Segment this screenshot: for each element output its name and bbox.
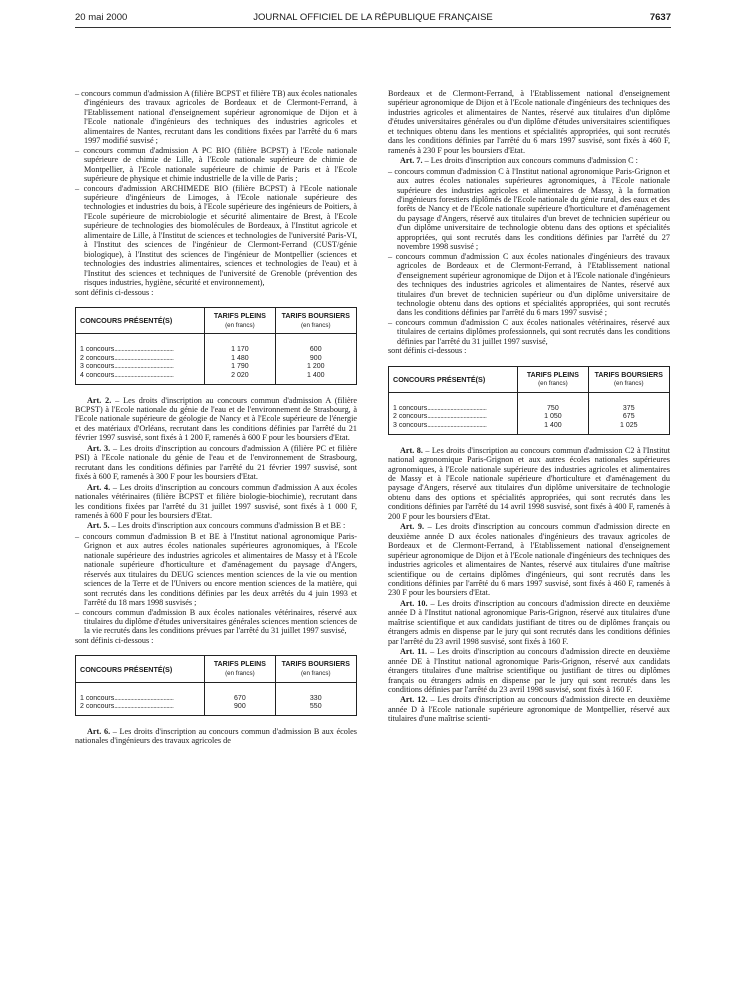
fee-table-1 [75,307,357,385]
article-5: Art. 5. – Les droits d'inscription aux concours communs d'admission B et BE : [87,521,346,531]
header-rule [75,27,671,28]
table-header-full: TARIFS PLEINS (en francs) [205,307,275,333]
article-7: Art. 7. – Les droits d'inscription aux concours communs d'admission C : [400,156,638,166]
defined-line: sont définis ci-dessous : [75,635,154,645]
table-header-concours: CONCOURS PRÉSENTÉ(S) [389,366,518,392]
table-header-grant: TARIFS BOURSIERS (en francs) [275,656,357,682]
list-item: – concours commun d'admission C à l'Institut national agronomique Paris-Grignon et aux autres écoles nationales supérieures agronomiques, à l'Ecole nationale supérieure des industries agricoles et alimentaires de Massy, à la formation d'ingénieurs forestiers diplômés de l'Ecole nationale du génie rural, des eaux et des forêts de Nancy et de l'Ecole nationale supérieure d'horticulture et d'aménagement du paysage d'Angers, réservé aux titulaires d'un brevet de technicien supérieur ou d'un diplôme universitaire de technologie obtenu dans des options et spécialités appropriées, qui sont recrutés dans les conditions définies par l'arrêté du 27 novembre 1998 susvisé ; [388,166,670,252]
page-header [75,12,671,26]
table-header-grant: TARIFS BOURSIERS (en francs) [588,366,670,392]
journal-title: JOURNAL OFFICIEL DE LA RÉPUBLIQUE FRANÇAISE [253,12,493,23]
list-item: – concours commun d'admission C aux écoles nationales d'ingénieurs des travaux agricoles de Bordeaux et de Clermont-Ferrand, à l'Etablissement national d'enseignement supérieur agronomique de Dijon et à l'Ecole nationale d'ingénieurs des techniques des industries agricoles et alimentaires de Nantes, réservé aux titulaires d'un brevet de technicien supérieur ou d'un diplôme universitaire de technologie obtenu dans des options et spécialités appropriées, qui sont recrutés dans les conditions définies par l'arrêté du 6 mars 1997 susvisé ; [388,251,670,318]
article-12: Art. 12. – Les droits d'inscription au concours d'admission directe en deuxième année D à l'Ecole nationale supérieure agronomique de Montpellier, réservé aux titulaires d'une maîtrise scienti- [388,695,670,724]
fee-table-3 [388,366,670,435]
article-6-continued: Bordeaux et de Clermont-Ferrand, à l'Etablissement national d'enseignement supérieur agronomique de Dijon et à l'Ecole nationale d'ingénieurs des techniques des industries agricoles et alimentaires de Nantes, réservé aux titulaires d'un diplôme d'études universitaires générales ou d'un diplôme d'études universitaires scientifiques et techniques obtenu dans les mentions et spécialités appropriées, qui sont recrutés dans les conditions définies par l'arrêté du 6 mars 1997 susvisé, sont fixés à 460 F, ramenés à 230 F pour les boursiers d'Etat. [388,89,670,155]
list-item: – concours commun d'admission A PC BIO (filière BCPST) à l'Ecole nationale supérieure de chimie de Lille, à l'Ecole nationale supérieure de chimie de Montpellier, à l'Ecole nationale supérieure de chimie de Paris et à l'Ecole supérieure de physique et chimie industrielle de la ville de Paris ; [75,145,357,184]
article-10: Art. 10. – Les droits d'inscription au concours d'admission directe en deuxième année D à l'Institut national agronomique Paris-Grignon, réservé aux titulaires d'une maîtrise scientifique et aux candidats justifiant de titres ou de diplômes français ou étrangers admis en dispense par le jury qui sont recrutés dans les conditions définies par l'arrêté du 23 avril 1998 susvisé, sont fixés à 160 F. [388,598,670,646]
list-item: – concours commun d'admission C aux écoles nationales vétérinaires, réservé aux titulaires de certains diplômes professionnels, qui sont recrutés dans les conditions définies par l'arrêté du 31 juillet 1997 susvisé, [388,317,670,346]
defined-line: sont définis ci-dessous : [388,346,467,356]
list-item: – concours commun d'admission B et BE à l'Institut national agronomique Paris-Grignon et aux autres écoles nationales supérieures agronomiques, à l'Ecole nationale supérieure des industries agricoles et alimentaires de Massy et à l'Ecole nationale supérieure d'horticulture et d'aménagement du paysage d'Angers, réservés aux titulaires du DEUG sciences mention sciences de la vie ou mention sciences de la Terre et de l'Univers ou encore mention sciences de la matière, qui sont recrutés dans les conditions définies par les deux arrêtés du 4 juin 1993 et l'arrêté du 18 mars 1998 susvisés ; [75,531,357,608]
table-row: 3 concours......................................... 1 790 1 200 [76,363,357,372]
table-row: 1 concours......................................... 750 375 [389,405,670,414]
list-item: – concours d'admission ARCHIMEDE BIO (filière BCPST) à l'Ecole nationale supérieure d'ingénieurs de Limoges, à l'Ecole nationale supérieure des technologies et industries du bois, à l'Ecole supérieure des ingénieurs de Poitiers, à l'Ecole supérieure de microbiologie et sécurité alimentaire de Brest, à l'Ecole supérieure de technologies des biomolécules de Bordeaux, à l'Institut agricole et alimentaire de Lille, à l'Institut de sciences et technologies de l'université Paris-VI, à l'Institut des sciences de l'ingénieur de Clermont-Ferrand (CUST/génie biologique), à l'Institut des sciences de l'ingénieur de Montpellier (sciences et technologies des industries alimentaires, sciences et technologies de l'eau) et à l'Institut des sciences et techniques de l'université de Grenoble (prévention des risques industries, hygiène, sécurité et environnement), [75,183,357,288]
article-6: Art. 6. – Les droits d'inscription au concours commun d'admission B aux écoles nationales d'ingénieurs des travaux agricoles de [75,726,357,746]
issue-date: 20 mai 2000 [75,12,128,23]
fee-table-2 [75,655,357,715]
table-row: 4 concours......................................... 2 020 1 400 [76,372,357,384]
table-row: 1 concours......................................... 670 330 [76,695,357,704]
table-row: 2 concours......................................... 1 050 675 [389,413,670,422]
article-4: Art. 4. – Les droits d'inscription au concours commun d'admission A aux écoles nationales vétérinaires (filière BCPST et filière biologie-biochimie), recrutant dans les conditions fixées par l'arrêté du 31 juillet 1997 susvisé, sont fixés à 1 000 F, ramenés à 600 F pour les boursiers d'Etat. [75,482,358,520]
article-9: Art. 9. – Les droits d'inscription au concours commun d'admission directe en deuxième année D aux écoles nationales d'ingénieurs des travaux agricoles de Bordeaux et de Clermont-Ferrand, à l'Etablissement national d'enseignement supérieur agronomique de Dijon et à l'Ecole nationale d'ingénieurs des techniques des industries agricoles et alimentaires de Nantes, réservé aux titulaires d'une maîtrise scientifique ou de certains diplômes d'ingénieurs, qui sont recrutés dans les conditions définies par l'arrêté du 6 mars 1997 susvisé, sont fixés à 460 F, ramenés à 230 F pour les boursiers d'Etat. [388,522,670,598]
right-column [388,89,670,725]
list-item: – concours commun d'admission B aux écoles nationales vétérinaires, réservé aux titulaires du diplôme d'études universitaires générales sciences mention sciences de la vie recrutés dans les conditions prévues par l'arrêté du 31 juillet 1997 susvisé, [75,607,357,636]
article-11: Art. 11. – Les droits d'inscription au concours d'admission directe en deuxième année DE à l'Institut national agronomique Paris-Grignon, réservé aux candidats étrangers titulaires d'une maîtrise scientifique ou justifiant de titres ou diplômes français ou étrangers admis en dispense par le jury qui sont recrutés dans les conditions définies par l'arrêté du 23 avril 1998 susvisé, sont fixés à 160 F. [388,647,670,694]
article-8: Art. 8. – Les droits d'inscription au concours commun d'admission C2 à l'Institut national agronomique Paris-Grignon et aux autres écoles nationales supérieures agronomiques, à l'Ecole nationale supérieure des industries agricoles et alimentaires de Massy et à l'Ecole nationale supérieure d'horticulture et d'aménagement du paysage d'Angers, réservé aux titulaires d'un diplôme universitaire de technologie obtenu dans des options et spécialités appropriées, qui sont recrutés dans les conditions définies par l'arrêté du 14 avril 1998 susvisé, sont fixés à 400 F, ramenés à 200 F pour les boursiers d'Etat. [388,445,670,521]
article-3: Art. 3. – Les droits d'inscription au concours d'admission A (filière PC et filière PSI) à l'Ecole nationale du génie de l'eau et de l'environnement de Strasbourg, recrutant dans les conditions définies par l'arrêté du 21 février 1997 susvisé, sont fixés à 600 F, ramenés à 300 F pour les boursiers d'Etat. [75,443,357,482]
table-row: 1 concours......................................... 1 170 600 [76,346,357,355]
table-row: 2 concours......................................... 1 480 900 [76,355,357,364]
page-number: 7637 [649,12,671,23]
article-2: Art. 2. – Les droits d'inscription au concours commun d'admission A (filière BCPST) à l'Ecole nationale du génie de l'eau et de l'environnement de Strasbourg, à l'Ecole nationale supérieure de géologie de Nancy et à l'Ecole supérieure de l'énergie et des matériaux d'Orléans, recrutant dans les conditions définies par l'arrêté du 21 février 1997 susvisé, sont fixés à 1 200 F, ramenés à 600 F pour les boursiers d'Etat. [75,395,357,443]
table-header-full: TARIFS PLEINS (en francs) [205,656,275,682]
table-header-full: TARIFS PLEINS (en francs) [518,366,588,392]
table-header-grant: TARIFS BOURSIERS (en francs) [275,307,357,333]
list-item: – concours commun d'admission A (filière BCPST et filière TB) aux écoles nationales d'ingénieurs des travaux agricoles de Bordeaux et de Clermont-Ferrand, à l'Etablissement national d'enseignement supérieur agronomique de Dijon et à l'Ecole nationale d'ingénieurs des techniques des industries agricoles et alimentaires de Nantes, recrutant dans les conditions fixées par l'arrêté du 6 mars 1997 modifié susvisé ; [75,89,357,146]
table-header-concours: CONCOURS PRÉSENTÉ(S) [76,307,205,333]
defined-line: sont définis ci-dessous : [75,287,154,297]
table-row: 3 concours......................................... 1 400 1 025 [389,422,670,434]
table-row: 2 concours......................................... 900 550 [76,703,357,715]
left-column [75,89,357,747]
table-header-concours: CONCOURS PRÉSENTÉ(S) [76,656,205,682]
